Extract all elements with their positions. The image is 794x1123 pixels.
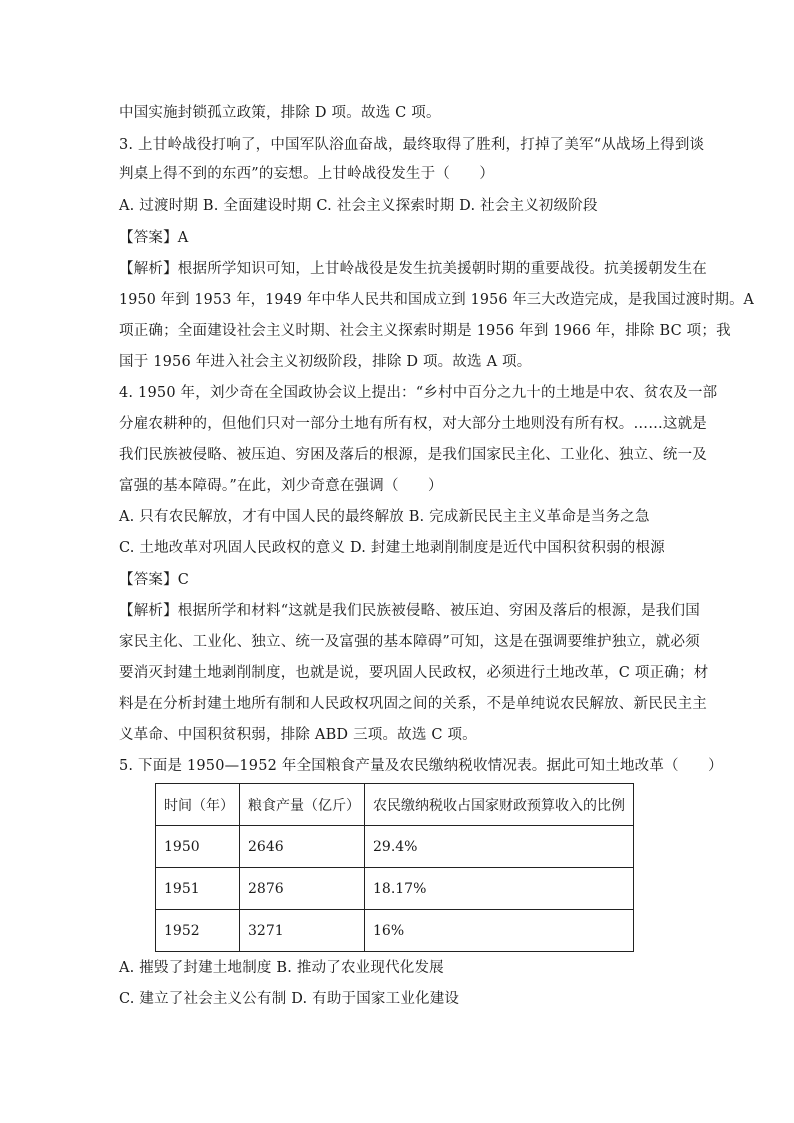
- header-grain-output: 粮食产量（亿斤）: [240, 784, 365, 826]
- question-4-stem: 4. 1950 年，刘少奇在全国政协会议上提出：“乡村中百分之九十的土地是中农、贫农及一部: [119, 385, 718, 401]
- question-3-answer: 【答案】A: [119, 230, 189, 246]
- question-4-option-ab: A. 只有农民解放，才有中国人民的最终解放 B. 完成新民民主主义革命是当务之急: [119, 509, 650, 525]
- question-4-answer: 【答案】C: [119, 572, 190, 588]
- question-5-stem: 5. 下面是 1950—1952 年全国粮食产量及农民缴纳税收情况表。据此可知土地改革（ ）: [119, 758, 723, 774]
- question-3-stem-cont: 判桌上得不到的东西”的妄想。上甘岭战役发生于（ ）: [119, 166, 495, 182]
- question-5-option-cd: C. 建立了社会主义公有制 D. 有助于国家工业化建设: [119, 991, 460, 1007]
- question-4-analysis-cont: 义革命、中国积贫积弱，排除 ABD 三项。故选 C 项。: [119, 727, 477, 743]
- grain-tax-table: [155, 783, 634, 952]
- cell-grain-output: 3271: [240, 910, 365, 952]
- question-4-stem-cont: 我们民族被侵略、被压迫、穷困及落后的根源，是我们国家民主化、工业化、独立、统一及: [119, 447, 707, 463]
- question-4-stem-cont: 分雇农耕种的，但他们只对一部分土地有所有权，对大部分土地则没有所有权。……这就是: [119, 416, 707, 432]
- cell-grain-output: 2876: [240, 868, 365, 910]
- table-row: [156, 868, 634, 910]
- cell-tax-ratio: 16%: [365, 910, 634, 952]
- question-4-analysis-cont: 家民主化、工业化、独立、统一及富强的基本障碍”可知，这是在强调要维护独立，就必须: [119, 634, 700, 650]
- cell-year: 1952: [156, 910, 240, 952]
- cell-year: 1951: [156, 868, 240, 910]
- text-line: 中国实施封锁孤立政策，排除 D 项。故选 C 项。: [119, 105, 441, 121]
- table-row: [156, 826, 634, 868]
- question-4-analysis: 【解析】根据所学和材料“这就是我们民族被侵略、被压迫、穷困及落后的根源，是我们国: [119, 603, 700, 619]
- header-tax-ratio: 农民缴纳税收占国家财政预算收入的比例: [365, 784, 634, 826]
- cell-year: 1950: [156, 826, 240, 868]
- question-3-options: A. 过渡时期 B. 全面建设时期 C. 社会主义探索时期 D. 社会主义初级阶段: [119, 198, 598, 214]
- table-row: [156, 910, 634, 952]
- question-3-analysis-cont: 国于 1956 年进入社会主义初级阶段，排除 D 项。故选 A 项。: [119, 354, 532, 370]
- cell-tax-ratio: 18.17%: [365, 868, 634, 910]
- question-4-analysis-cont: 料是在分析封建土地所有制和人民政权巩固之间的关系，不是单纯说农民解放、新民民主主: [119, 696, 707, 712]
- header-year: 时间（年）: [156, 784, 240, 826]
- cell-tax-ratio: 29.4%: [365, 826, 634, 868]
- question-4-option-cd: C. 土地改革对巩固人民政权的意义 D. 封建土地剥削制度是近代中国积贫积弱的根源: [119, 540, 665, 556]
- question-4-analysis-cont: 要消灭封建土地剥削制度，也就是说，要巩固人民政权，必须进行土地改革，C 项正确；材: [119, 665, 709, 681]
- question-3-analysis-cont: 项正确；全面建设社会主义时期、社会主义探索时期是 1956 年到 1966 年，排除 BC 项；我: [119, 323, 731, 339]
- question-3-analysis: 【解析】根据所学知识可知，上甘岭战役是发生抗美援朝时期的重要战役。抗美援朝发生在: [119, 261, 707, 277]
- question-4-stem-cont: 富强的基本障碍。”在此，刘少奇意在强调（ ）: [119, 478, 443, 494]
- table-header-row: [156, 784, 634, 826]
- question-3-analysis-cont: 1950 年到 1953 年，1949 年中华人民共和国成立到 1956 年三大改造完成，是我国过渡时期。A: [119, 292, 755, 308]
- question-5-option-ab: A. 摧毁了封建土地制度 B. 推动了农业现代化发展: [119, 960, 444, 976]
- cell-grain-output: 2646: [240, 826, 365, 868]
- question-3-stem: 3. 上甘岭战役打响了，中国军队浴血奋战，最终取得了胜利，打掉了美军“从战场上得到谈: [119, 137, 705, 153]
